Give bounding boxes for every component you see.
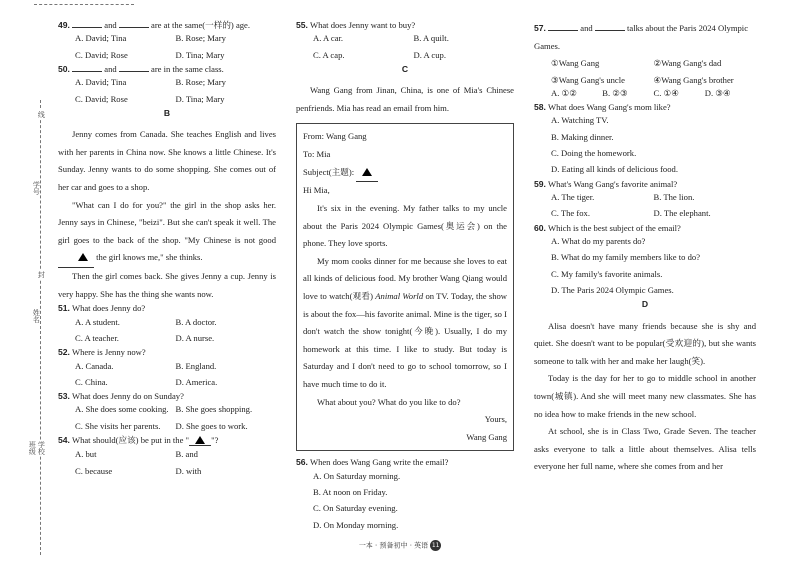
answer-blank[interactable] bbox=[119, 20, 149, 28]
answer-blank[interactable] bbox=[72, 20, 102, 28]
option[interactable]: D. Tina; Mary bbox=[175, 49, 225, 60]
option[interactable]: B. The lion. bbox=[653, 192, 695, 203]
answer-blank[interactable] bbox=[119, 64, 149, 72]
question-55: 55. What does Jenny want to buy? A. A car. B. A quilt. C. A cap. D. A cup. bbox=[296, 20, 514, 60]
option[interactable]: C. My family's favorite animals. bbox=[551, 268, 663, 279]
option[interactable]: A. David; Tina bbox=[75, 77, 127, 88]
passage-paragraph: Alisa doesn't have many friends because she is shy and quiet. She doesn't want to be popular(受欢迎的), but she wants someone to talk with her and make her laugh(笑). bbox=[534, 320, 756, 366]
answer-blank[interactable] bbox=[72, 64, 102, 72]
section-label: C bbox=[401, 63, 409, 74]
section-label: D bbox=[641, 299, 649, 310]
passage-paragraph: At school, she is in Class Two, Grade Seven. The teacher asks everyone to talk a little about themselves. Alisa tells everyone her full name, where she comes from and her bbox=[534, 426, 756, 472]
option[interactable]: C. David; Rose bbox=[75, 49, 128, 60]
triangle-icon bbox=[362, 168, 372, 176]
option[interactable]: D. with bbox=[175, 465, 202, 476]
option[interactable]: D. The Paris 2024 Olympic Games. bbox=[551, 284, 674, 295]
option[interactable]: A. A car. bbox=[313, 33, 344, 44]
email-signature: Wang Gang bbox=[466, 431, 507, 442]
option[interactable]: A. Watching TV. bbox=[551, 115, 609, 126]
passage-paragraph: Wang Gang from Jinan, China, is one of Mia's Chinese penfriends. Mia has read an email from him. bbox=[296, 85, 514, 113]
option[interactable]: B. At noon on Friday. bbox=[313, 487, 388, 498]
question-54: 54. What should(应该) be put in the " "? A. but B. and C. because D. with bbox=[58, 435, 276, 476]
passage-paragraph: Then the girl comes back. She gives Jenny a cup. Jenny is very happy. She has the thing she wants now. bbox=[58, 271, 276, 299]
binding-line bbox=[40, 100, 41, 555]
option[interactable]: D. A nurse. bbox=[175, 332, 215, 343]
margin-label: 班级 bbox=[28, 441, 37, 455]
margin-label: 学号 bbox=[32, 181, 41, 195]
option[interactable]: A. What do my parents do? bbox=[551, 235, 646, 246]
choice-item: ③Wang Gang's uncle bbox=[551, 74, 625, 85]
option[interactable]: B. What do my family members like to do? bbox=[551, 252, 701, 263]
question-56: 56. When does Wang Gang write the email? A. On Saturday morning. B. At noon on Friday. C. On Saturday evening. D. On Monday morning. bbox=[296, 457, 514, 530]
option[interactable]: A. David; Tina bbox=[75, 33, 127, 44]
option[interactable]: D. On Monday morning. bbox=[313, 519, 399, 530]
option[interactable]: A. ①② bbox=[551, 87, 577, 98]
email-paragraph: What about you? What do you like to do? bbox=[317, 396, 461, 407]
option[interactable]: C. On Saturday evening. bbox=[313, 503, 398, 514]
choice-item: ①Wang Gang bbox=[551, 58, 600, 69]
margin-label: 姓名 bbox=[32, 309, 41, 323]
top-cut-line bbox=[34, 0, 134, 5]
answer-blank[interactable] bbox=[548, 23, 578, 31]
option[interactable]: B. Rose; Mary bbox=[175, 33, 226, 44]
email-subject: Subject(主题): bbox=[303, 164, 507, 183]
option[interactable]: D. ③④ bbox=[704, 87, 731, 98]
option[interactable]: B. ②③ bbox=[602, 87, 628, 98]
margin-label: 线 bbox=[37, 111, 46, 118]
option[interactable]: B. and bbox=[175, 449, 198, 460]
option[interactable]: D. A cup. bbox=[413, 49, 446, 60]
option[interactable]: B. She goes shopping. bbox=[175, 404, 253, 415]
email-box bbox=[296, 123, 514, 451]
margin-label: 封 bbox=[37, 271, 46, 278]
question-53: 53. What does Jenny do on Sunday? A. She does some cooking. B. She goes shopping. C. She visits her parents. D. She goes to work. bbox=[58, 391, 276, 431]
option[interactable]: C. ①④ bbox=[653, 87, 679, 98]
option[interactable]: A. The tiger. bbox=[551, 192, 595, 203]
option[interactable]: D. America. bbox=[175, 376, 218, 387]
triangle-icon bbox=[78, 253, 88, 261]
question-50: 50. and are in the same class. A. David; Tina B. Rose; Mary C. David; Rose D. Tina; Mary bbox=[58, 64, 276, 104]
passage-paragraph: Today is the day for her to go to middle school in another town(城镇). And she will meet many new classmates. She has no idea how to make friends in the new school. bbox=[534, 373, 756, 419]
option[interactable]: C. because bbox=[75, 465, 113, 476]
option[interactable]: C. China. bbox=[75, 376, 108, 387]
option[interactable]: A. Canada. bbox=[75, 360, 114, 371]
choice-item: ②Wang Gang's dad bbox=[653, 58, 722, 69]
email-to: To: Mia bbox=[303, 149, 331, 160]
option[interactable]: B. A quilt. bbox=[413, 33, 449, 44]
email-greeting: Hi Mia, bbox=[303, 185, 330, 196]
blank-marker bbox=[58, 249, 94, 268]
option[interactable]: D. Eating all kinds of delicious food. bbox=[551, 164, 678, 175]
email-paragraph: It's six in the evening. My father talks to my uncle about the Paris 2024 Olympic Games(奥运会) on the phone. They love sports. bbox=[303, 202, 507, 249]
passage-paragraph: "What can I do for you?" the girl in the shop asks her. Jenny says in Chinese, "beizi". But she can't speak it well. The girl goes to the back of the shop. "My Chinese is not good the girl knows me," she thinks. bbox=[58, 197, 276, 268]
option[interactable]: C. A teacher. bbox=[75, 332, 119, 343]
blank-marker bbox=[189, 435, 211, 446]
question-60: 60. Which is the best subject of the email? A. What do my parents do? B. What do my family members like to do? C. My family's favorite animals. D. The Paris 2024 Olympic Games. bbox=[534, 223, 756, 296]
option[interactable]: C. David; Rose bbox=[75, 93, 128, 104]
column-right bbox=[534, 20, 756, 476]
email-from: From: Wang Gang bbox=[303, 131, 367, 142]
question-52: 52. Where is Jenny now? A. Canada. B. England. C. China. D. America. bbox=[58, 347, 276, 387]
option[interactable]: A. On Saturday morning. bbox=[313, 470, 401, 481]
page-footer: 一本 · 预备初中 · 英语 11 bbox=[358, 541, 440, 550]
email-paragraph: My mom cooks dinner for me because she loves to eat all kinds of delicious food. My brother Wang Qiang would love to watch(观看) Animal World on TV. Today, the show is about the fox—his favorite animal. Mine is the tiger, so I don't watch the show tonight(今晚). Usually, I do my homework at this time. I like to study. But today is Saturday and I don't need to go to school tomorrow, so I have much time to do it. bbox=[303, 255, 508, 389]
column-middle bbox=[296, 20, 514, 534]
option[interactable]: B. England. bbox=[175, 360, 217, 371]
choice-item: ④Wang Gang's brother bbox=[653, 74, 734, 85]
passage-paragraph: Jenny comes from Canada. She teaches English and lives with her parents in China now. She knows a little Chinese. It's Sunday. Jenny wants to do some shopping. She comes out of her car and goes to a shop. bbox=[58, 129, 276, 193]
column-left bbox=[58, 20, 276, 480]
option[interactable]: D. Tina; Mary bbox=[175, 93, 225, 104]
option[interactable]: C. Doing the homework. bbox=[551, 148, 637, 159]
email-closing: Yours, bbox=[484, 414, 507, 425]
option[interactable]: A. but bbox=[75, 449, 97, 460]
option[interactable]: B. Making dinner. bbox=[551, 131, 614, 142]
question-51: 51. What does Jenny do? A. A student. B. A doctor. C. A teacher. D. A nurse. bbox=[58, 303, 276, 343]
question-57: 57. and talks about the Paris 2024 Olympic Games. ①Wang Gang ②Wang Gang's dad ③Wang Gang's uncle ④Wang Gang's brother A. ①② B. ②③ C. ①④ D. ③④ bbox=[534, 20, 756, 98]
page-number: 11 bbox=[431, 542, 440, 549]
question-49: 49. and are at the same(一样的) age. A. David; Tina B. Rose; Mary C. David; Rose D. Tina; Mary bbox=[58, 20, 276, 60]
option[interactable]: B. Rose; Mary bbox=[175, 77, 226, 88]
option[interactable]: D. The elephant. bbox=[653, 208, 711, 219]
question-58: 58. What does Wang Gang's mom like? A. Watching TV. B. Making dinner. C. Doing the homework. D. Eating all kinds of delicious food. bbox=[534, 102, 756, 175]
triangle-icon bbox=[195, 436, 205, 444]
margin-label: 学校 bbox=[37, 441, 46, 455]
option[interactable]: C. A cap. bbox=[313, 49, 345, 60]
answer-blank[interactable] bbox=[595, 23, 625, 31]
option[interactable]: D. She goes to work. bbox=[175, 420, 248, 431]
option[interactable]: C. The fox. bbox=[551, 208, 590, 219]
question-59: 59. What's Wang Gang's favorite animal? A. The tiger. B. The lion. C. The fox. D. The elephant. bbox=[534, 179, 756, 219]
option[interactable]: B. A doctor. bbox=[175, 316, 217, 327]
section-label: B bbox=[163, 107, 171, 118]
option[interactable]: A. A student. bbox=[75, 316, 120, 327]
option[interactable]: A. She does some cooking. bbox=[75, 404, 169, 415]
option[interactable]: C. She visits her parents. bbox=[75, 420, 161, 431]
blank-marker bbox=[356, 164, 378, 183]
